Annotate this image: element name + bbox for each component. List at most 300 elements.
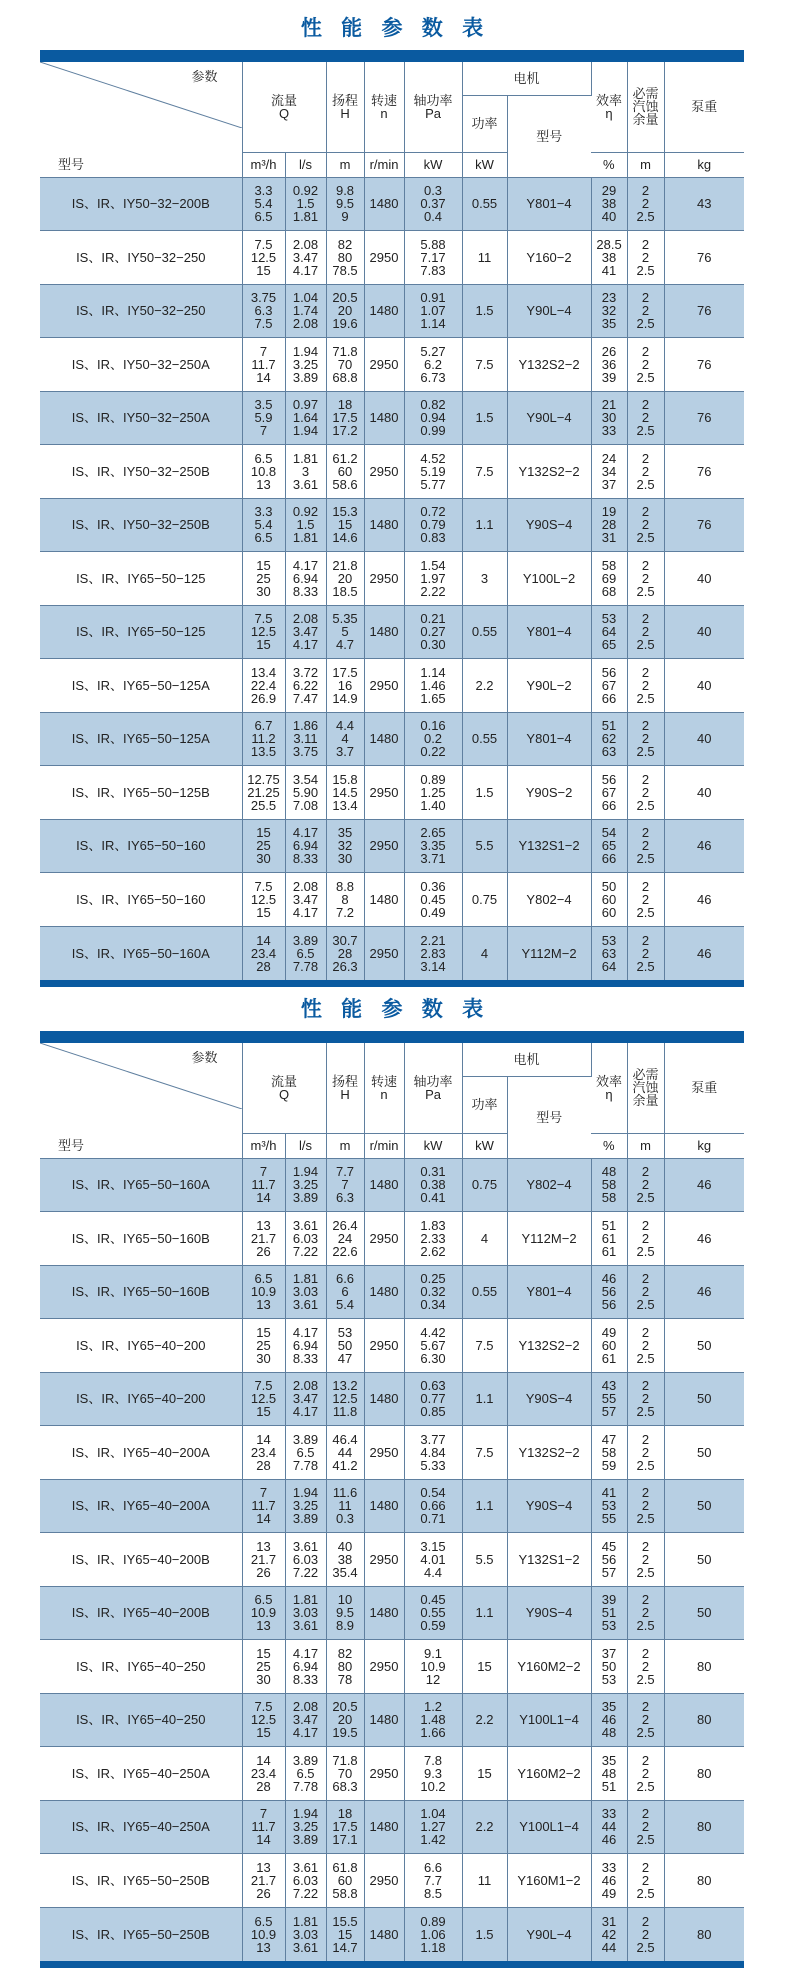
motor-model-cell: Y132S1−2 (507, 819, 591, 873)
motor-power-cell: 0.55 (462, 712, 507, 766)
flow-ls-cell: 3.89 6.5 7.78 (285, 1747, 326, 1801)
flow-ls-cell: 0.92 1.5 1.81 (285, 498, 326, 552)
motor-power-cell: 5.5 (462, 1533, 507, 1587)
flow-m3h-cell: 14 23.4 28 (242, 926, 285, 980)
motor-model-cell: Y132S2−2 (507, 445, 591, 499)
unit-cell: kg (664, 152, 744, 177)
weight-header: 泵重 (664, 1043, 744, 1133)
efficiency-cell: 24 34 37 (591, 445, 627, 499)
motor-power-cell: 1.1 (462, 1586, 507, 1640)
npsh-cell: 2 2 2.5 (627, 659, 664, 713)
flow-ls-cell: 1.94 3.25 3.89 (285, 338, 326, 392)
flow-ls-cell: 4.17 6.94 8.33 (285, 819, 326, 873)
top-bar (40, 50, 744, 62)
weight-cell: 46 (664, 926, 744, 980)
table-row (40, 766, 744, 820)
npsh-cell: 2 2 2.5 (627, 1265, 664, 1319)
shaft-power-cell: 3.77 4.84 5.33 (404, 1426, 462, 1480)
motor-power-cell: 1.1 (462, 1479, 507, 1533)
flow-m3h-cell: 15 25 30 (242, 1640, 285, 1694)
unit-cell: m (326, 1133, 364, 1158)
model-cell: IS、IR、IY50−32−250B (40, 445, 242, 499)
flow-ls-cell: 2.08 3.47 4.17 (285, 605, 326, 659)
weight-cell: 76 (664, 338, 744, 392)
flow-ls-cell: 1.04 1.74 2.08 (285, 284, 326, 338)
motor-model-cell: Y100L1−4 (507, 1800, 591, 1854)
model-header: 型号 (40, 1133, 242, 1158)
table-row (40, 1586, 744, 1640)
table-row (40, 1533, 744, 1587)
bottom-bar (40, 1961, 744, 1968)
speed-cell: 1480 (364, 873, 404, 927)
flow-m3h-cell: 7 11.7 14 (242, 338, 285, 392)
flow-ls-cell: 3.89 6.5 7.78 (285, 1426, 326, 1480)
weight-cell: 80 (664, 1854, 744, 1908)
flow-m3h-cell: 7.5 12.5 15 (242, 605, 285, 659)
unit-cell: m³/h (242, 1133, 285, 1158)
efficiency-cell: 31 42 44 (591, 1907, 627, 1961)
param-label: 参数 (191, 69, 218, 84)
speed-cell: 1480 (364, 1907, 404, 1961)
efficiency-cell: 39 51 53 (591, 1586, 627, 1640)
table-row (40, 1158, 744, 1212)
bottom-bar (40, 980, 744, 987)
speed-cell: 1480 (364, 177, 404, 231)
motor-model-cell: Y801−4 (507, 177, 591, 231)
weight-cell: 80 (664, 1747, 744, 1801)
weight-cell: 46 (664, 873, 744, 927)
model-cell: IS、IR、IY65−50−125 (40, 605, 242, 659)
shaft-power-cell: 0.36 0.45 0.49 (404, 873, 462, 927)
flow-ls-cell: 2.08 3.47 4.17 (285, 1693, 326, 1747)
shaft-power-cell: 6.6 7.7 8.5 (404, 1854, 462, 1908)
weight-cell: 80 (664, 1800, 744, 1854)
motor-model-cell: Y90S−4 (507, 498, 591, 552)
model-cell: IS、IR、IY65−50−250B (40, 1907, 242, 1961)
shaft-power-cell: 0.89 1.25 1.40 (404, 766, 462, 820)
motor-power-cell: 1.1 (462, 498, 507, 552)
efficiency-cell: 35 46 48 (591, 1693, 627, 1747)
model-cell: IS、IR、IY65−40−250 (40, 1640, 242, 1694)
unit-cell: m (627, 1133, 664, 1158)
speed-cell: 2950 (364, 231, 404, 285)
model-cell: IS、IR、IY65−50−160A (40, 1158, 242, 1212)
npsh-cell: 2 2 2.5 (627, 338, 664, 392)
weight-cell: 40 (664, 659, 744, 713)
flow-m3h-cell: 6.5 10.9 13 (242, 1907, 285, 1961)
table-row (40, 819, 744, 873)
table-row (40, 712, 744, 766)
flow-m3h-cell: 14 23.4 28 (242, 1426, 285, 1480)
npsh-cell: 2 2 2.5 (627, 1319, 664, 1373)
npsh-cell: 2 2 2.5 (627, 766, 664, 820)
model-cell: IS、IR、IY50−32−250 (40, 284, 242, 338)
top-bar (40, 1031, 744, 1043)
shaft-power-cell: 3.15 4.01 4.4 (404, 1533, 462, 1587)
head-cell: 26.4 24 22.6 (326, 1212, 364, 1266)
flow-ls-cell: 2.08 3.47 4.17 (285, 873, 326, 927)
table-row (40, 1265, 744, 1319)
model-cell: IS、IR、IY65−40−200A (40, 1479, 242, 1533)
efficiency-cell: 35 48 51 (591, 1747, 627, 1801)
model-cell: IS、IR、IY65−40−200B (40, 1586, 242, 1640)
shaft-power-cell: 9.1 10.9 12 (404, 1640, 462, 1694)
speed-cell: 1480 (364, 1265, 404, 1319)
head-cell: 20.5 20 19.6 (326, 284, 364, 338)
speed-cell: 2950 (364, 338, 404, 392)
motor-power-cell: 2.2 (462, 659, 507, 713)
flow-ls-cell: 3.89 6.5 7.78 (285, 926, 326, 980)
npsh-cell: 2 2 2.5 (627, 1586, 664, 1640)
efficiency-cell: 26 36 39 (591, 338, 627, 392)
speed-cell: 2950 (364, 766, 404, 820)
weight-cell: 50 (664, 1479, 744, 1533)
npsh-cell: 2 2 2.5 (627, 873, 664, 927)
table-row (40, 1426, 744, 1480)
speed-header: 转速 n (364, 1043, 404, 1133)
weight-cell: 80 (664, 1640, 744, 1694)
speed-cell: 2950 (364, 1854, 404, 1908)
flow-m3h-cell: 15 25 30 (242, 1319, 285, 1373)
speed-cell: 1480 (364, 1693, 404, 1747)
table-row (40, 1319, 744, 1373)
flow-m3h-cell: 13 21.7 26 (242, 1212, 285, 1266)
motor-model-cell: Y160−2 (507, 231, 591, 285)
efficiency-cell: 48 58 58 (591, 1158, 627, 1212)
npsh-cell: 2 2 2.5 (627, 231, 664, 285)
weight-cell: 50 (664, 1319, 744, 1373)
unit-cell: kW (404, 152, 462, 177)
npsh-cell: 2 2 2.5 (627, 391, 664, 445)
npsh-cell: 2 2 2.5 (627, 177, 664, 231)
shaft-power-header: 轴功率 Pa (404, 62, 462, 152)
motor-model-cell: Y90S−4 (507, 1479, 591, 1533)
motor-model-cell: Y90S−4 (507, 1586, 591, 1640)
flow-ls-cell: 1.94 3.25 3.89 (285, 1800, 326, 1854)
flow-ls-cell: 0.92 1.5 1.81 (285, 177, 326, 231)
model-cell: IS、IR、IY65−50−125 (40, 552, 242, 606)
unit-cell: kW (462, 152, 507, 177)
motor-power-header: 功率 (462, 1077, 507, 1134)
head-cell: 21.8 20 18.5 (326, 552, 364, 606)
motor-header: 电机 (462, 62, 591, 96)
flow-m3h-cell: 6.7 11.2 13.5 (242, 712, 285, 766)
weight-cell: 80 (664, 1693, 744, 1747)
flow-ls-cell: 3.61 6.03 7.22 (285, 1854, 326, 1908)
flow-ls-cell: 4.17 6.94 8.33 (285, 552, 326, 606)
head-cell: 53 50 47 (326, 1319, 364, 1373)
speed-cell: 2950 (364, 819, 404, 873)
motor-model-cell: Y801−4 (507, 1265, 591, 1319)
head-cell: 40 38 35.4 (326, 1533, 364, 1587)
param-label: 参数 (191, 1050, 218, 1065)
motor-model-cell: Y90L−4 (507, 1907, 591, 1961)
motor-power-cell: 15 (462, 1747, 507, 1801)
flow-header: 流量 Q (242, 62, 326, 152)
npsh-cell: 2 2 2.5 (627, 819, 664, 873)
efficiency-header: 效率 η (591, 1043, 627, 1133)
model-cell: IS、IR、IY65−50−125A (40, 659, 242, 713)
unit-cell: m³/h (242, 152, 285, 177)
weight-cell: 76 (664, 391, 744, 445)
head-cell: 13.2 12.5 11.8 (326, 1372, 364, 1426)
flow-m3h-cell: 14 23.4 28 (242, 1747, 285, 1801)
flow-m3h-cell: 12.75 21.25 25.5 (242, 766, 285, 820)
motor-power-cell: 11 (462, 1854, 507, 1908)
efficiency-cell: 33 44 46 (591, 1800, 627, 1854)
motor-power-cell: 1.5 (462, 1907, 507, 1961)
model-cell: IS、IR、IY65−40−200B (40, 1533, 242, 1587)
motor-power-cell: 4 (462, 926, 507, 980)
motor-power-cell: 7.5 (462, 338, 507, 392)
model-cell: IS、IR、IY65−40−250A (40, 1747, 242, 1801)
flow-m3h-cell: 7.5 12.5 15 (242, 231, 285, 285)
flow-m3h-cell: 13.4 22.4 26.9 (242, 659, 285, 713)
flow-ls-cell: 1.81 3.03 3.61 (285, 1907, 326, 1961)
efficiency-cell: 50 60 60 (591, 873, 627, 927)
efficiency-cell: 41 53 55 (591, 1479, 627, 1533)
weight-header: 泵重 (664, 62, 744, 152)
model-cell: IS、IR、IY65−50−160B (40, 1265, 242, 1319)
shaft-power-cell: 0.3 0.37 0.4 (404, 177, 462, 231)
head-cell: 18 17.5 17.2 (326, 391, 364, 445)
head-cell: 9.8 9.5 9 (326, 177, 364, 231)
speed-cell: 2950 (364, 926, 404, 980)
unit-cell: l/s (285, 152, 326, 177)
motor-model-cell: Y112M−2 (507, 1212, 591, 1266)
flow-ls-cell: 3.72 6.22 7.47 (285, 659, 326, 713)
shaft-power-cell: 1.83 2.33 2.62 (404, 1212, 462, 1266)
model-cell: IS、IR、IY65−50−125A (40, 712, 242, 766)
table-row (40, 1640, 744, 1694)
shaft-power-cell: 4.52 5.19 5.77 (404, 445, 462, 499)
unit-cell: kW (462, 1133, 507, 1158)
head-cell: 71.8 70 68.8 (326, 338, 364, 392)
flow-m3h-cell: 6.5 10.8 13 (242, 445, 285, 499)
head-cell: 82 80 78 (326, 1640, 364, 1694)
efficiency-cell: 53 63 64 (591, 926, 627, 980)
shaft-power-cell: 0.72 0.79 0.83 (404, 498, 462, 552)
corner-cell (40, 1043, 242, 1133)
flow-ls-cell: 1.86 3.11 3.75 (285, 712, 326, 766)
flow-ls-cell: 1.94 3.25 3.89 (285, 1158, 326, 1212)
unit-cell: l/s (285, 1133, 326, 1158)
npsh-cell: 2 2 2.5 (627, 1800, 664, 1854)
table-row (40, 873, 744, 927)
weight-cell: 46 (664, 819, 744, 873)
head-header: 扬程 H (326, 62, 364, 152)
motor-power-cell: 7.5 (462, 445, 507, 499)
head-cell: 4.4 4 3.7 (326, 712, 364, 766)
motor-header: 电机 (462, 1043, 591, 1077)
speed-cell: 1480 (364, 1479, 404, 1533)
shaft-power-cell: 0.21 0.27 0.30 (404, 605, 462, 659)
shaft-power-cell: 0.91 1.07 1.14 (404, 284, 462, 338)
shaft-power-cell: 1.2 1.48 1.66 (404, 1693, 462, 1747)
efficiency-cell: 21 30 33 (591, 391, 627, 445)
motor-model-header: 型号 (507, 1077, 591, 1159)
head-cell: 15.8 14.5 13.4 (326, 766, 364, 820)
weight-cell: 40 (664, 712, 744, 766)
motor-power-cell: 0.55 (462, 177, 507, 231)
model-cell: IS、IR、IY65−40−200 (40, 1319, 242, 1373)
speed-cell: 2950 (364, 1640, 404, 1694)
model-cell: IS、IR、IY50−32−250 (40, 231, 242, 285)
efficiency-cell: 58 69 68 (591, 552, 627, 606)
unit-cell: m (627, 152, 664, 177)
table-row (40, 552, 744, 606)
head-cell: 61.8 60 58.8 (326, 1854, 364, 1908)
motor-model-header: 型号 (507, 96, 591, 178)
speed-cell: 2950 (364, 1212, 404, 1266)
motor-power-cell: 4 (462, 1212, 507, 1266)
table-row (40, 498, 744, 552)
motor-power-cell: 2.2 (462, 1693, 507, 1747)
weight-cell: 76 (664, 498, 744, 552)
weight-cell: 50 (664, 1586, 744, 1640)
head-cell: 82 80 78.5 (326, 231, 364, 285)
model-cell: IS、IR、IY65−50−160B (40, 1212, 242, 1266)
flow-m3h-cell: 7.5 12.5 15 (242, 1693, 285, 1747)
motor-model-cell: Y802−4 (507, 1158, 591, 1212)
flow-m3h-cell: 13 21.7 26 (242, 1533, 285, 1587)
motor-model-cell: Y100L1−4 (507, 1693, 591, 1747)
npsh-cell: 2 2 2.5 (627, 445, 664, 499)
npsh-cell: 2 2 2.5 (627, 1479, 664, 1533)
model-cell: IS、IR、IY65−40−200 (40, 1372, 242, 1426)
flow-header: 流量 Q (242, 1043, 326, 1133)
speed-cell: 1480 (364, 391, 404, 445)
head-cell: 6.6 6 5.4 (326, 1265, 364, 1319)
npsh-cell: 2 2 2.5 (627, 1747, 664, 1801)
motor-model-cell: Y132S2−2 (507, 1426, 591, 1480)
head-cell: 46.4 44 41.2 (326, 1426, 364, 1480)
motor-model-cell: Y90L−4 (507, 391, 591, 445)
weight-cell: 46 (664, 1212, 744, 1266)
model-cell: IS、IR、IY50−32−250B (40, 498, 242, 552)
efficiency-cell: 43 55 57 (591, 1372, 627, 1426)
head-cell: 15.5 15 14.7 (326, 1907, 364, 1961)
shaft-power-cell: 5.27 6.2 6.73 (404, 338, 462, 392)
flow-ls-cell: 0.97 1.64 1.94 (285, 391, 326, 445)
head-cell: 61.2 60 58.6 (326, 445, 364, 499)
weight-cell: 50 (664, 1426, 744, 1480)
shaft-power-cell: 0.63 0.77 0.85 (404, 1372, 462, 1426)
motor-model-cell: Y90L−4 (507, 284, 591, 338)
title-2: 性 能 参 数 表 (300, 997, 490, 1021)
npsh-cell: 2 2 2.5 (627, 1372, 664, 1426)
motor-model-cell: Y801−4 (507, 712, 591, 766)
head-cell: 7.7 7 6.3 (326, 1158, 364, 1212)
efficiency-cell: 49 60 61 (591, 1319, 627, 1373)
table-row (40, 1212, 744, 1266)
flow-ls-cell: 2.08 3.47 4.17 (285, 231, 326, 285)
motor-model-cell: Y160M2−2 (507, 1640, 591, 1694)
npsh-cell: 2 2 2.5 (627, 1158, 664, 1212)
unit-cell: m (326, 152, 364, 177)
motor-model-cell: Y132S2−2 (507, 1319, 591, 1373)
head-cell: 5.35 5 4.7 (326, 605, 364, 659)
table-row (40, 1747, 744, 1801)
head-cell: 20.5 20 19.5 (326, 1693, 364, 1747)
model-cell: IS、IR、IY65−40−200A (40, 1426, 242, 1480)
model-cell: IS、IR、IY65−40−250A (40, 1800, 242, 1854)
weight-cell: 46 (664, 1158, 744, 1212)
shaft-power-cell: 1.04 1.27 1.42 (404, 1800, 462, 1854)
table-row (40, 391, 744, 445)
efficiency-cell: 56 67 66 (591, 659, 627, 713)
table-row (40, 659, 744, 713)
model-cell: IS、IR、IY50−32−200B (40, 177, 242, 231)
flow-m3h-cell: 15 25 30 (242, 552, 285, 606)
shaft-power-cell: 2.21 2.83 3.14 (404, 926, 462, 980)
speed-cell: 1480 (364, 605, 404, 659)
speed-header: 转速 n (364, 62, 404, 152)
flow-ls-cell: 4.17 6.94 8.33 (285, 1319, 326, 1373)
flow-m3h-cell: 6.5 10.9 13 (242, 1586, 285, 1640)
npsh-cell: 2 2 2.5 (627, 1907, 664, 1961)
weight-cell: 46 (664, 1265, 744, 1319)
speed-cell: 1480 (364, 284, 404, 338)
motor-power-cell: 1.1 (462, 1372, 507, 1426)
table-row (40, 445, 744, 499)
motor-model-cell: Y132S2−2 (507, 338, 591, 392)
model-cell: IS、IR、IY65−50−160A (40, 926, 242, 980)
shaft-power-cell: 0.31 0.38 0.41 (404, 1158, 462, 1212)
efficiency-cell: 46 56 56 (591, 1265, 627, 1319)
shaft-power-cell: 0.25 0.32 0.34 (404, 1265, 462, 1319)
motor-power-cell: 0.75 (462, 873, 507, 927)
speed-cell: 2950 (364, 1533, 404, 1587)
speed-cell: 2950 (364, 445, 404, 499)
speed-cell: 2950 (364, 1319, 404, 1373)
motor-power-cell: 1.5 (462, 391, 507, 445)
motor-model-cell: Y100L−2 (507, 552, 591, 606)
efficiency-cell: 29 38 40 (591, 177, 627, 231)
corner-cell (40, 62, 242, 152)
efficiency-cell: 56 67 66 (591, 766, 627, 820)
head-cell: 17.5 16 14.9 (326, 659, 364, 713)
npsh-cell: 2 2 2.5 (627, 552, 664, 606)
flow-ls-cell: 3.61 6.03 7.22 (285, 1212, 326, 1266)
npsh-cell: 2 2 2.5 (627, 1640, 664, 1694)
motor-model-cell: Y112M−2 (507, 926, 591, 980)
efficiency-cell: 47 58 59 (591, 1426, 627, 1480)
unit-cell: % (591, 1133, 627, 1158)
shaft-power-cell: 4.42 5.67 6.30 (404, 1319, 462, 1373)
performance-table (40, 1043, 744, 1961)
npsh-header: 必需 汽蚀 余量 (627, 1043, 664, 1133)
npsh-cell: 2 2 2.5 (627, 284, 664, 338)
shaft-power-cell: 2.65 3.35 3.71 (404, 819, 462, 873)
table-row (40, 1854, 744, 1908)
motor-power-cell: 11 (462, 231, 507, 285)
flow-ls-cell: 1.81 3 3.61 (285, 445, 326, 499)
table-row (40, 1693, 744, 1747)
shaft-power-cell: 5.88 7.17 7.83 (404, 231, 462, 285)
efficiency-cell: 45 56 57 (591, 1533, 627, 1587)
npsh-cell: 2 2 2.5 (627, 926, 664, 980)
npsh-header: 必需 汽蚀 余量 (627, 62, 664, 152)
npsh-cell: 2 2 2.5 (627, 1693, 664, 1747)
speed-cell: 1480 (364, 498, 404, 552)
flow-m3h-cell: 7.5 12.5 15 (242, 873, 285, 927)
weight-cell: 80 (664, 1907, 744, 1961)
efficiency-cell: 37 50 53 (591, 1640, 627, 1694)
motor-power-cell: 15 (462, 1640, 507, 1694)
motor-model-cell: Y90S−4 (507, 1372, 591, 1426)
weight-cell: 40 (664, 766, 744, 820)
